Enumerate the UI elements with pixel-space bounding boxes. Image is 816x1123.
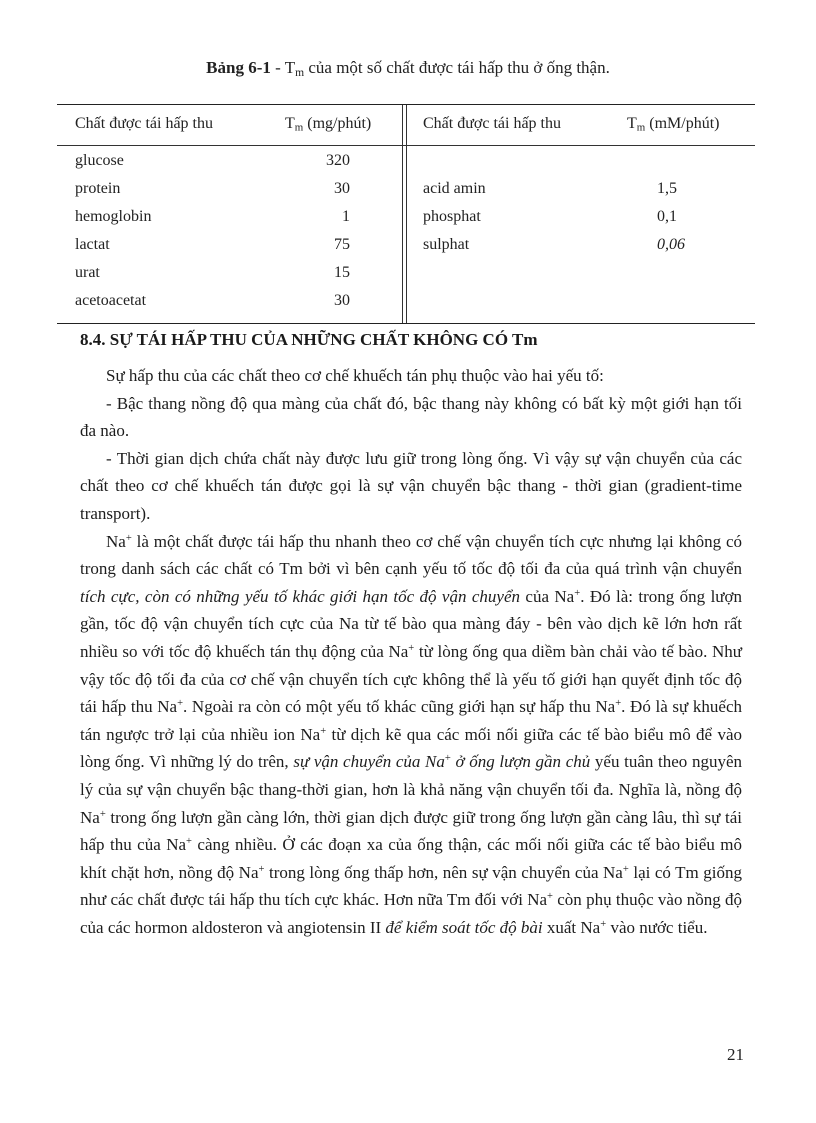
paragraph: - Thời gian dịch chứa chất này được lưu giữ trong lòng ống. Vì vậy sự vận chuyển của các chất theo cơ chế khuếch tán được gọi là sự vận chuyển bậc thang - thời gian (gradient-time transport).: [80, 448, 742, 523]
section-heading: 8.4. SỰ TÁI HẤP THU CỦA NHỮNG CHẤT KHÔNG CÓ Tm: [80, 330, 538, 349]
table-double-divider: [402, 105, 407, 145]
table-caption: Bảng $6-1 - T_m$ của một số chất được tái hấp thu ở ống thận.: [206, 58, 610, 79]
table-row: hemoglobin 1 phosphat 0,1: [75, 208, 677, 225]
table-row: protein 30 acid amin 1,5: [75, 180, 677, 197]
body-text: [80, 362, 742, 941]
table-row: acetoacetat 30: [75, 292, 350, 309]
table-header-row: [57, 105, 755, 146]
paragraph: Sự hấp thu của các chất theo cơ chế khuếch tán phụ thuộc vào hai yếu tố:: [106, 366, 604, 385]
paragraph: - Bậc thang nồng độ qua màng của chất đó, bậc thang này không có bất kỳ một giới hạn tối đa nào.: [80, 393, 742, 441]
table-body: [57, 146, 755, 323]
page-number: 21: [727, 1045, 744, 1064]
header-tm-mm: $T_m$ (mM/phút): [627, 115, 720, 134]
table-row: glucose 320: [75, 152, 350, 169]
table-row: lactat 75 sulphat 0,06: [75, 236, 685, 253]
tm-table: [57, 104, 755, 324]
paragraph: Na+ là một chất được tái hấp thu nhanh theo cơ chế vận chuyển tích cực nhưng lại không có trong danh sách các chất có Tm bởi vì bên cạnh yếu tố tốc độ tối đa của quá trình vận chuyển tích cực, còn có những yếu tố khác giới hạn tốc độ vận chuyển của Na+. Đó là: trong ống lượn gần, tốc độ vận chuyển tích cực của Na từ tế bào qua màng đáy - bên vào dịch kẽ lớn hơn rất nhiều so với tốc độ khuếch tán thụ động của Na+ từ lòng ống qua diềm bàn chải vào tế bào. Như vậy tốc độ tối đa của cơ chế vận chuyển tích cực không thể là yếu tố giới hạn quyết định tốc độ tái hấp thu Na+. Ngoài ra còn có một yếu tố khác cũng giới hạn sự hấp thu Na+. Đó là sự khuếch tán ngược trở lại của nhiều ion Na+ từ dịch kẽ qua các mối nối giữa các tế bào biểu mô để vào lòng ống. Vì những lý do trên, sự vận chuyển của Na+ ở ống lượn gần chủ yếu tuân theo nguyên lý của sự vận chuyển bậc thang-thời gian, hơn là khả năng vận chuyển tối đa. Nghĩa là, nồng độ Na+ trong ống lượn gần càng lớn, thời gian dịch được giữ trong ống lượn gần càng lâu, thì sự tái hấp thu của Na+ càng nhiều. Ở các đoạn xa của ống thận, các mối nối giữa các tế bào biểu mô khít chặt hơn, nồng độ Na+ trong lòng ống thấp hơn, nên sự vận chuyển của Na+ lại có Tm giống như các chất được tái hấp thu tích cực khác. Hơn nữa Tm đối với Na+ còn phụ thuộc vào nồng độ của các hormon aldosteron và angiotensin II để kiểm soát tốc độ bài xuất Na+ vào nước tiểu.: [80, 531, 743, 937]
header-tm-mg: $T_m$ (mg/phút): [285, 115, 372, 134]
header-substance-right: Chất được tái hấp thu: [423, 115, 561, 132]
table-row: urat 15: [75, 264, 350, 281]
header-substance-left: Chất được tái hấp thu: [75, 115, 213, 132]
caption-label: Bảng 6-1: [206, 58, 271, 77]
